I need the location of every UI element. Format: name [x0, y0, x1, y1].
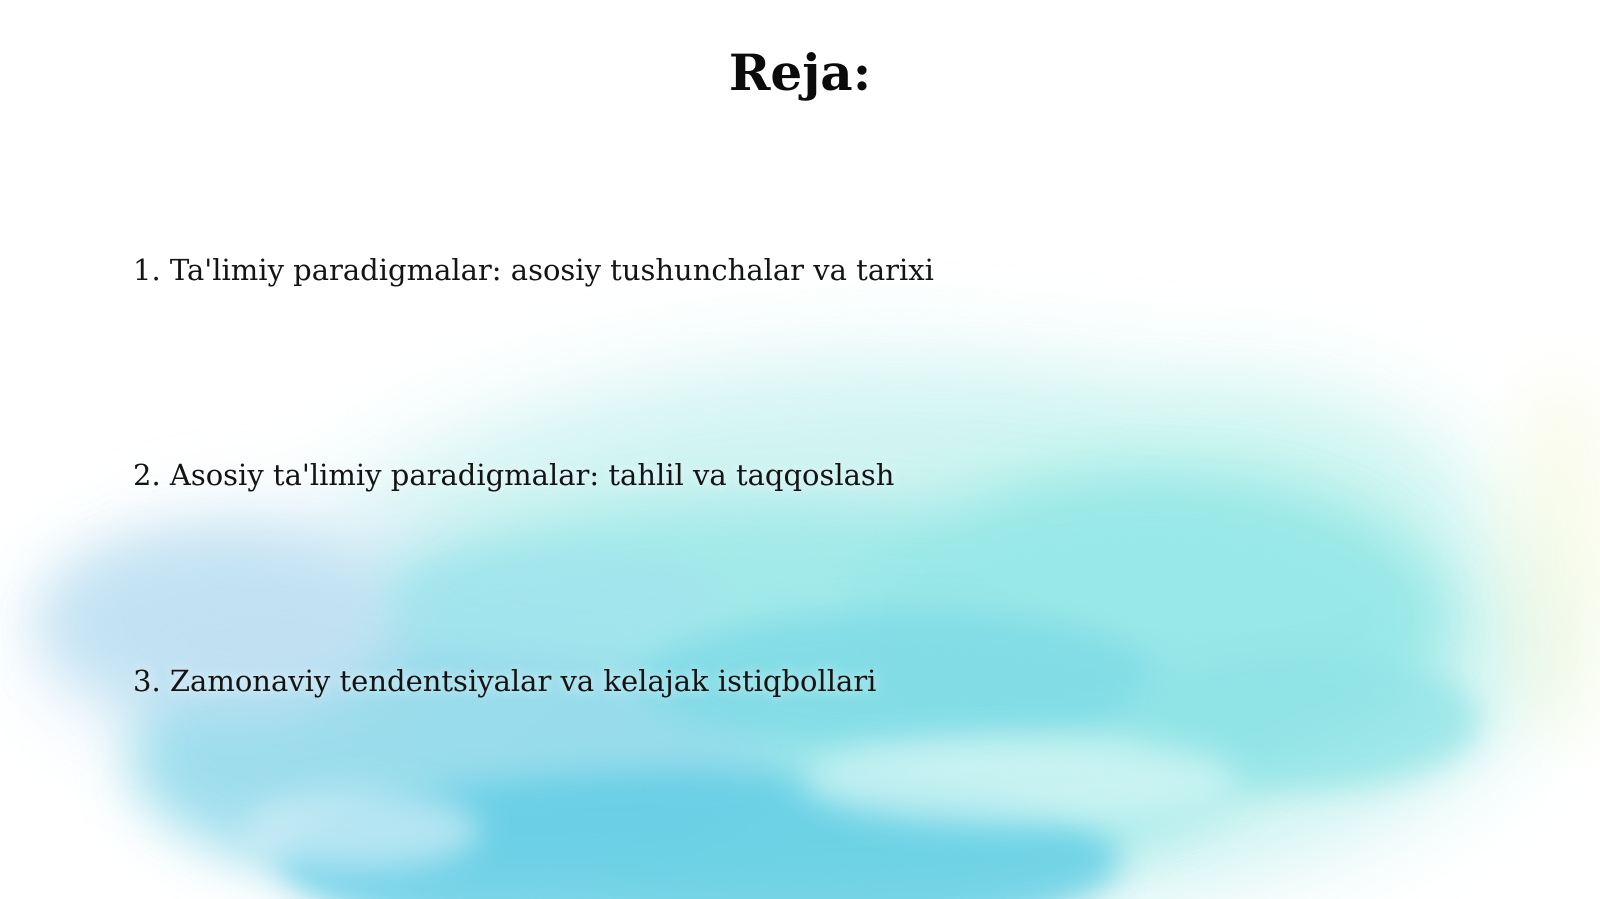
plan-item-2: 2. Asosiy ta'limiy paradigmalar: tahlil va taqqoslash	[133, 458, 895, 492]
plan-item-3: 3. Zamonaviy tendentsiyalar va kelajak istiqbollari	[133, 664, 877, 698]
plan-item-1: 1. Ta'limiy paradigmalar: asosiy tushunchalar va tarixi	[133, 253, 934, 287]
slide-title: Reja:	[728, 43, 872, 102]
